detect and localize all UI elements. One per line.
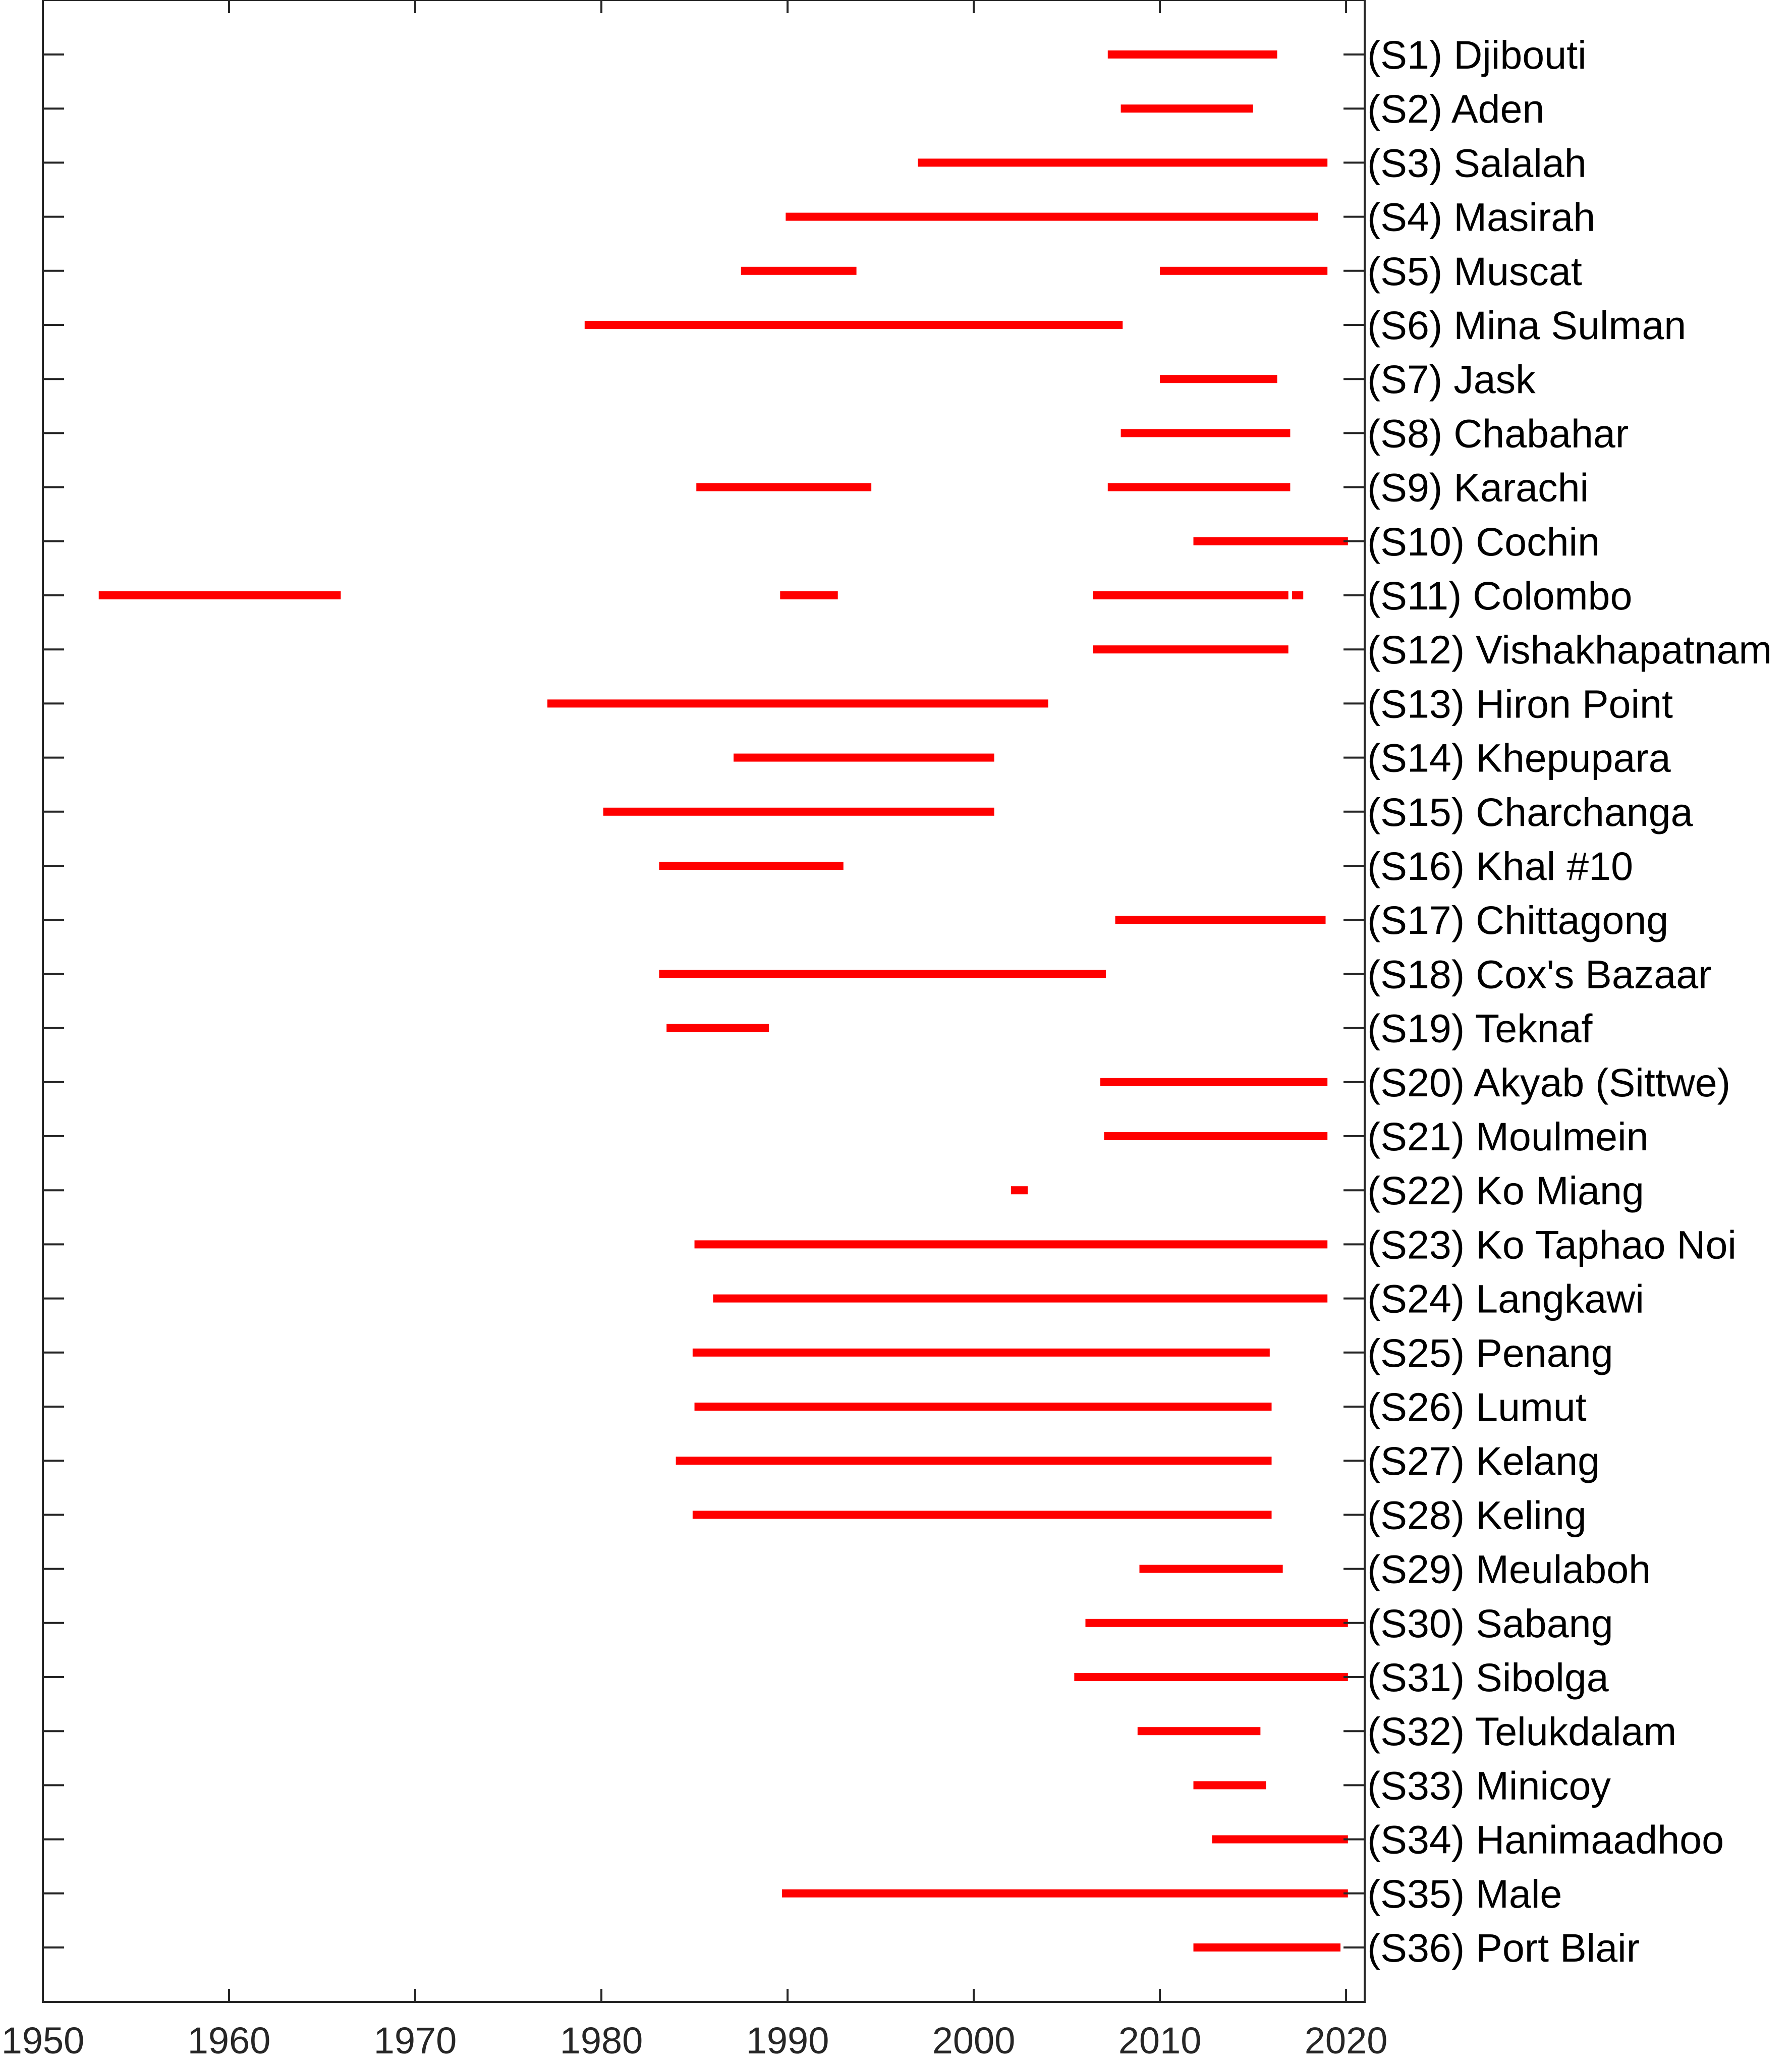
record-segment	[1093, 591, 1288, 599]
station-label: (S18) Cox's Bazaar	[1367, 952, 1712, 997]
record-segment	[1108, 483, 1291, 491]
record-segment	[659, 970, 1106, 978]
station-label: (S35) Male	[1367, 1871, 1562, 1916]
record-segment	[1212, 1835, 1348, 1844]
record-segment	[1074, 1673, 1348, 1681]
station-label: (S22) Ko Miang	[1367, 1168, 1644, 1213]
record-segment	[676, 1457, 1272, 1465]
station-label: (S33) Minicoy	[1367, 1763, 1611, 1808]
x-tick-label: 1990	[746, 2020, 829, 2061]
station-label: (S8) Chabahar	[1367, 411, 1629, 456]
station-label: (S24) Langkawi	[1367, 1276, 1644, 1321]
station-label: (S17) Chittagong	[1367, 898, 1669, 943]
record-segment	[99, 591, 341, 599]
x-tick-label: 1960	[187, 2020, 271, 2061]
record-segment	[666, 1024, 769, 1032]
x-tick-label: 1980	[559, 2020, 643, 2061]
x-tick-label: 2000	[932, 2020, 1016, 2061]
record-segment	[1093, 645, 1288, 653]
ticks-layer	[43, 0, 1365, 2002]
station-label: (S36) Port Blair	[1367, 1925, 1640, 1970]
record-segment	[786, 213, 1318, 221]
record-segment	[696, 483, 871, 491]
record-segment	[734, 754, 994, 762]
station-label: (S19) Teknaf	[1367, 1006, 1593, 1051]
record-segment	[1108, 50, 1277, 59]
station-label: (S16) Khal #10	[1367, 844, 1634, 888]
record-segment	[782, 1889, 1348, 1898]
record-segment	[1292, 591, 1303, 599]
record-segment	[741, 267, 857, 275]
station-label: (S27) Kelang	[1367, 1438, 1600, 1484]
station-label: (S28) Keling	[1367, 1492, 1587, 1538]
station-label: (S20) Akyab (Sittwe)	[1367, 1060, 1731, 1105]
record-segment	[713, 1295, 1327, 1303]
station-label: (S9) Karachi	[1367, 465, 1589, 510]
station-label: (S11) Colombo	[1367, 573, 1633, 618]
station-label: (S2) Aden	[1367, 86, 1545, 132]
record-segment	[1100, 1078, 1327, 1086]
record-segment	[1138, 1727, 1261, 1735]
record-segment	[1194, 1943, 1341, 1952]
record-segment	[585, 321, 1123, 329]
station-label: (S23) Ko Taphao Noi	[1367, 1222, 1737, 1267]
station-label: (S4) Masirah	[1367, 194, 1596, 240]
x-tick-label: 2020	[1304, 2020, 1388, 2061]
record-segment	[1160, 267, 1327, 275]
station-label: (S7) Jask	[1367, 357, 1536, 402]
station-label: (S15) Charchanga	[1367, 789, 1693, 834]
record-segment	[695, 1403, 1272, 1411]
record-segment	[1139, 1565, 1282, 1573]
station-label: (S25) Penang	[1367, 1330, 1613, 1375]
record-segment	[1194, 537, 1348, 545]
record-segment	[693, 1349, 1270, 1357]
record-segment	[1121, 429, 1291, 437]
x-tick-label: 2010	[1118, 2020, 1202, 2061]
station-label: (S6) Mina Sulman	[1367, 303, 1687, 348]
station-label: (S32) Telukdalam	[1367, 1709, 1677, 1754]
record-segment	[780, 591, 837, 599]
station-label: (S1) Djibouti	[1367, 32, 1587, 77]
station-label: (S34) Hanimaadhoo	[1367, 1817, 1724, 1862]
record-segment	[547, 699, 1048, 707]
x-tick-label: 1970	[373, 2020, 457, 2061]
station-label: (S3) Salalah	[1367, 140, 1587, 186]
record-segment	[659, 862, 843, 870]
record-segment	[695, 1240, 1328, 1248]
station-label: (S26) Lumut	[1367, 1384, 1587, 1429]
station-label: (S14) Khepupara	[1367, 735, 1671, 781]
station-label: (S31) Sibolga	[1367, 1655, 1609, 1700]
labels-layer	[2, 32, 1772, 2061]
record-segment	[1121, 104, 1253, 113]
record-segment	[1115, 916, 1326, 924]
record-segment	[1011, 1186, 1028, 1194]
station-label: (S12) Vishakhapatnam	[1367, 627, 1772, 673]
record-segment	[1085, 1619, 1348, 1627]
station-label: (S10) Cochin	[1367, 519, 1600, 564]
x-tick-label: 1950	[1, 2020, 85, 2061]
station-label: (S30) Sabang	[1367, 1600, 1613, 1646]
station-label: (S13) Hiron Point	[1367, 681, 1673, 727]
record-segment	[693, 1511, 1272, 1519]
axes-box	[43, 0, 1365, 2002]
record-segment	[1194, 1781, 1266, 1789]
station-label: (S29) Meulaboh	[1367, 1546, 1651, 1592]
record-segment	[1104, 1132, 1327, 1140]
record-segment	[1160, 375, 1277, 383]
record-segment	[918, 158, 1327, 166]
bars-layer	[99, 50, 1348, 1952]
station-label: (S5) Muscat	[1367, 248, 1582, 294]
record-segment	[603, 808, 994, 816]
station-label: (S21) Moulmein	[1367, 1114, 1649, 1159]
